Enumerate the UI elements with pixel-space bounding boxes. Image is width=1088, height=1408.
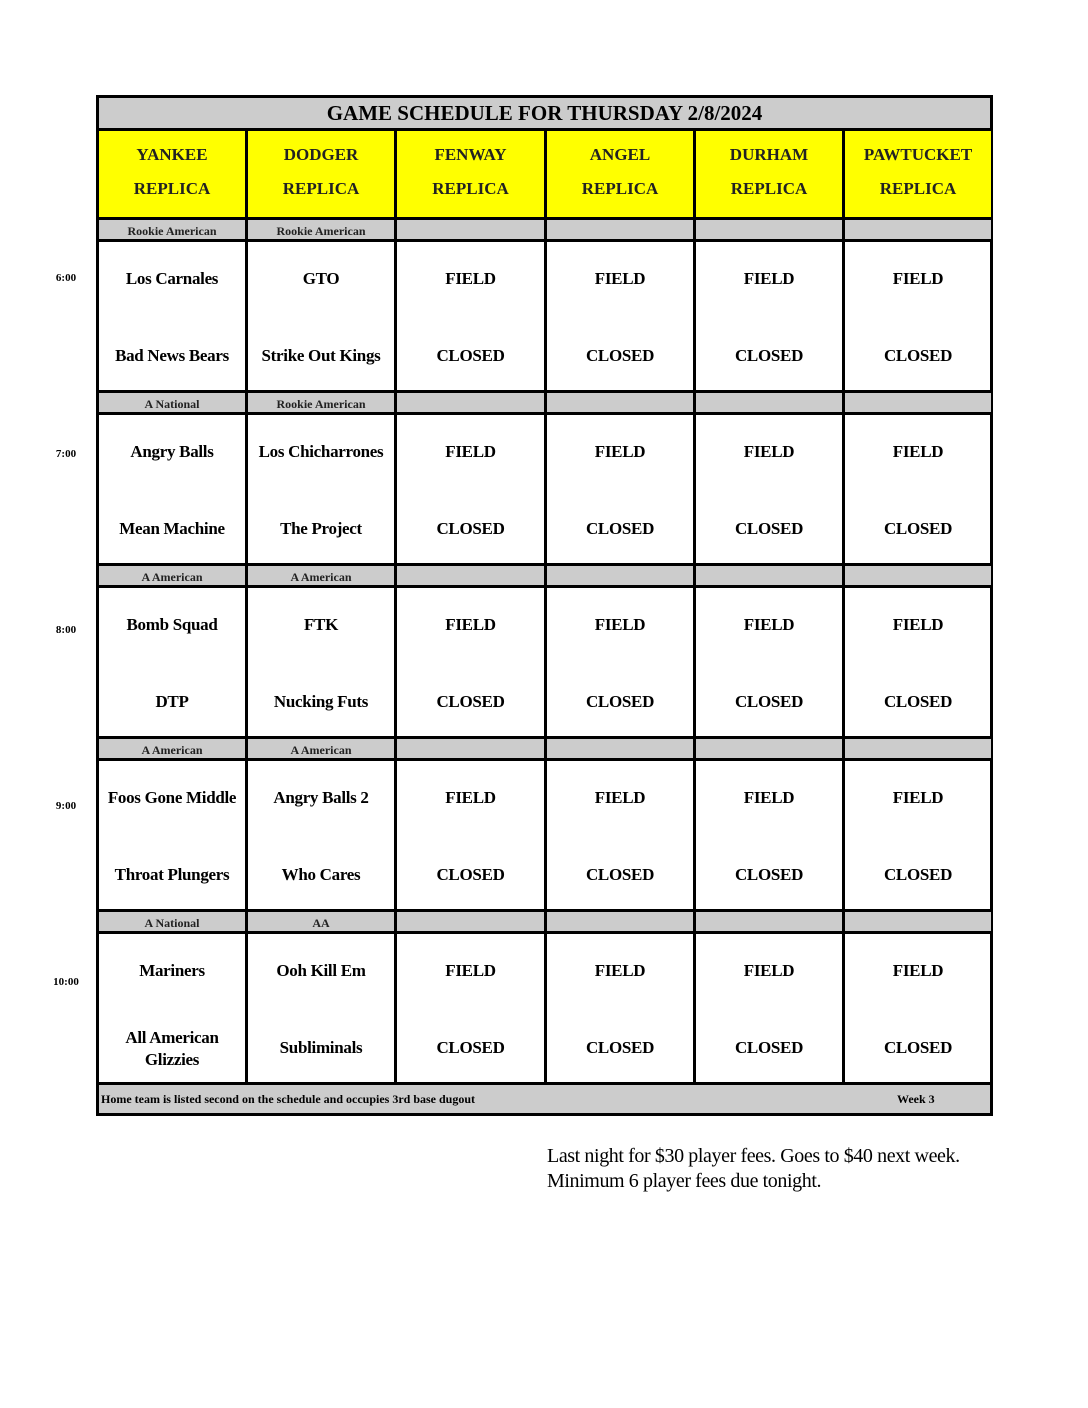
game-cell bbox=[547, 588, 696, 739]
game-cell bbox=[696, 934, 845, 1085]
division-row bbox=[99, 912, 990, 934]
field-subtitle: REPLICA bbox=[133, 179, 211, 198]
home-team: CLOSED bbox=[585, 865, 655, 884]
away-team: FIELD bbox=[594, 788, 646, 807]
away-team: FIELD bbox=[445, 788, 496, 807]
schedule-title: GAME SCHEDULE FOR THURSDAY 2/8/2024 bbox=[99, 98, 990, 131]
away-team: Mariners bbox=[139, 961, 205, 980]
game-cell bbox=[547, 242, 696, 393]
division-label: A American bbox=[99, 739, 248, 761]
division-label bbox=[397, 566, 547, 588]
division-label bbox=[547, 220, 696, 242]
field-name: PAWTUCKET bbox=[863, 145, 973, 164]
division-label: A American bbox=[248, 739, 397, 761]
game-cell bbox=[397, 761, 547, 912]
time-label: 9:00 bbox=[55, 800, 77, 812]
game-cell bbox=[99, 761, 248, 912]
field-name: ANGEL bbox=[589, 145, 651, 164]
division-label bbox=[696, 566, 845, 588]
game-cell bbox=[696, 761, 845, 912]
away-team: FIELD bbox=[445, 615, 496, 634]
division-label: Rookie American bbox=[248, 393, 397, 415]
away-team: FTK bbox=[303, 615, 339, 634]
game-cell bbox=[248, 242, 397, 393]
home-team: CLOSED bbox=[436, 865, 505, 884]
division-row bbox=[99, 393, 990, 415]
field-header bbox=[845, 131, 991, 220]
home-team: Strike Out Kings bbox=[261, 346, 381, 365]
home-team: CLOSED bbox=[585, 519, 655, 538]
division-label: A American bbox=[248, 566, 397, 588]
game-cell bbox=[397, 934, 547, 1085]
time-label: 6:00 bbox=[55, 272, 77, 284]
away-team: FIELD bbox=[445, 961, 496, 980]
home-team: Nucking Futs bbox=[273, 692, 369, 711]
away-team: FIELD bbox=[892, 615, 944, 634]
fee-note-line: Last night for $30 player fees. Goes to $40 next week. bbox=[547, 1145, 960, 1167]
field-header-row bbox=[99, 131, 990, 220]
away-team: FIELD bbox=[743, 269, 795, 288]
away-team: GTO bbox=[302, 269, 340, 288]
game-cell bbox=[99, 588, 248, 739]
division-label bbox=[397, 912, 547, 934]
division-label bbox=[845, 393, 991, 415]
game-cell bbox=[99, 242, 248, 393]
division-label bbox=[845, 739, 991, 761]
field-header bbox=[248, 131, 397, 220]
division-label bbox=[696, 739, 845, 761]
field-header bbox=[397, 131, 547, 220]
field-subtitle: REPLICA bbox=[432, 179, 509, 198]
home-team: CLOSED bbox=[734, 1038, 804, 1057]
division-label bbox=[845, 566, 991, 588]
game-cell bbox=[99, 934, 248, 1085]
field-header bbox=[696, 131, 845, 220]
home-team: CLOSED bbox=[883, 519, 953, 538]
away-team: Angry Balls 2 bbox=[273, 788, 369, 807]
home-team: Mean Machine bbox=[119, 519, 225, 538]
time-label: 8:00 bbox=[55, 624, 77, 636]
away-team: FIELD bbox=[743, 442, 795, 461]
game-row bbox=[99, 934, 990, 1085]
game-cell bbox=[397, 588, 547, 739]
away-team: Ooh Kill Em bbox=[276, 961, 366, 980]
game-row bbox=[99, 415, 990, 566]
field-header bbox=[99, 131, 248, 220]
away-team: FIELD bbox=[892, 269, 944, 288]
home-team: CLOSED bbox=[436, 1038, 505, 1057]
field-name: DODGER bbox=[283, 145, 359, 164]
division-label: A National bbox=[99, 393, 248, 415]
away-team: FIELD bbox=[594, 269, 646, 288]
game-cell bbox=[547, 761, 696, 912]
game-cell bbox=[845, 415, 991, 566]
division-label bbox=[397, 393, 547, 415]
home-team: CLOSED bbox=[883, 1038, 953, 1057]
game-row bbox=[99, 588, 990, 739]
division-label bbox=[547, 393, 696, 415]
home-team: CLOSED bbox=[883, 346, 953, 365]
division-row bbox=[99, 566, 990, 588]
field-header bbox=[547, 131, 696, 220]
away-team: FIELD bbox=[594, 615, 646, 634]
home-team: Throat Plungers bbox=[114, 865, 230, 884]
schedule-table bbox=[96, 95, 993, 1116]
away-team: Los Chicharrones bbox=[258, 442, 384, 461]
footer-bar bbox=[99, 1085, 990, 1113]
game-cell bbox=[397, 415, 547, 566]
game-row bbox=[99, 242, 990, 393]
division-label: AA bbox=[248, 912, 397, 934]
field-subtitle: REPLICA bbox=[730, 179, 808, 198]
away-team: FIELD bbox=[743, 788, 795, 807]
home-team: CLOSED bbox=[734, 692, 804, 711]
field-name: DURHAM bbox=[729, 145, 809, 164]
away-team: FIELD bbox=[743, 615, 795, 634]
away-team: Bomb Squad bbox=[126, 615, 218, 634]
fee-notes bbox=[547, 1144, 960, 1194]
game-cell bbox=[248, 415, 397, 566]
home-team: CLOSED bbox=[585, 346, 655, 365]
away-team: Los Carnales bbox=[125, 269, 219, 288]
away-team: FIELD bbox=[594, 961, 646, 980]
division-label bbox=[696, 220, 845, 242]
home-team: DTP bbox=[155, 692, 189, 711]
fee-note-line: Minimum 6 player fees due tonight. bbox=[547, 1170, 822, 1192]
game-cell bbox=[248, 934, 397, 1085]
home-team: CLOSED bbox=[585, 1038, 655, 1057]
game-cell bbox=[696, 415, 845, 566]
away-team: FIELD bbox=[445, 269, 496, 288]
game-cell bbox=[547, 415, 696, 566]
away-team: Foos Gone Middle bbox=[107, 788, 237, 807]
home-team: CLOSED bbox=[734, 346, 804, 365]
away-team: FIELD bbox=[892, 442, 944, 461]
away-team: FIELD bbox=[743, 961, 795, 980]
game-cell bbox=[547, 934, 696, 1085]
time-label: 7:00 bbox=[55, 448, 77, 460]
division-label bbox=[397, 739, 547, 761]
division-label bbox=[696, 393, 845, 415]
home-team: CLOSED bbox=[436, 692, 505, 711]
division-label: A American bbox=[99, 566, 248, 588]
home-team: CLOSED bbox=[883, 692, 953, 711]
away-team: Angry Balls bbox=[130, 442, 214, 461]
game-cell bbox=[99, 415, 248, 566]
game-cell bbox=[397, 242, 547, 393]
field-subtitle: REPLICA bbox=[879, 179, 957, 198]
division-label bbox=[845, 220, 991, 242]
week-label: Week 3 bbox=[897, 1092, 935, 1106]
home-team: All American Glizzies bbox=[125, 1028, 219, 1069]
division-label bbox=[696, 912, 845, 934]
division-row bbox=[99, 220, 990, 242]
home-team: Bad News Bears bbox=[115, 346, 229, 365]
division-label bbox=[547, 912, 696, 934]
game-cell bbox=[248, 588, 397, 739]
division-label: Rookie American bbox=[99, 220, 248, 242]
field-subtitle: REPLICA bbox=[581, 179, 659, 198]
division-label bbox=[845, 912, 991, 934]
home-team: Subliminals bbox=[279, 1038, 363, 1057]
division-row bbox=[99, 739, 990, 761]
division-label: Rookie American bbox=[248, 220, 397, 242]
game-cell bbox=[845, 588, 991, 739]
division-label bbox=[547, 566, 696, 588]
home-team: CLOSED bbox=[734, 865, 804, 884]
home-team: CLOSED bbox=[436, 346, 505, 365]
away-team: FIELD bbox=[594, 442, 646, 461]
division-label bbox=[547, 739, 696, 761]
away-team: FIELD bbox=[445, 442, 496, 461]
field-subtitle: REPLICA bbox=[282, 179, 360, 198]
away-team: FIELD bbox=[892, 961, 944, 980]
home-team: CLOSED bbox=[585, 692, 655, 711]
game-cell bbox=[248, 761, 397, 912]
home-team: CLOSED bbox=[734, 519, 804, 538]
home-team: The Project bbox=[280, 519, 362, 538]
game-cell bbox=[696, 242, 845, 393]
game-row bbox=[99, 761, 990, 912]
home-team: Who Cares bbox=[281, 865, 361, 884]
division-label: A National bbox=[99, 912, 248, 934]
game-cell bbox=[845, 242, 991, 393]
home-team: CLOSED bbox=[883, 865, 953, 884]
game-cell bbox=[845, 761, 991, 912]
away-team: FIELD bbox=[892, 788, 944, 807]
game-cell bbox=[696, 588, 845, 739]
game-cell bbox=[845, 934, 991, 1085]
field-name: YANKEE bbox=[136, 145, 208, 164]
footer-note: Home team is listed second on the schedule and occupies 3rd base dugout bbox=[101, 1092, 476, 1106]
field-name: FENWAY bbox=[434, 145, 507, 164]
time-label: 10:00 bbox=[53, 976, 79, 988]
division-label bbox=[397, 220, 547, 242]
home-team: CLOSED bbox=[436, 519, 505, 538]
